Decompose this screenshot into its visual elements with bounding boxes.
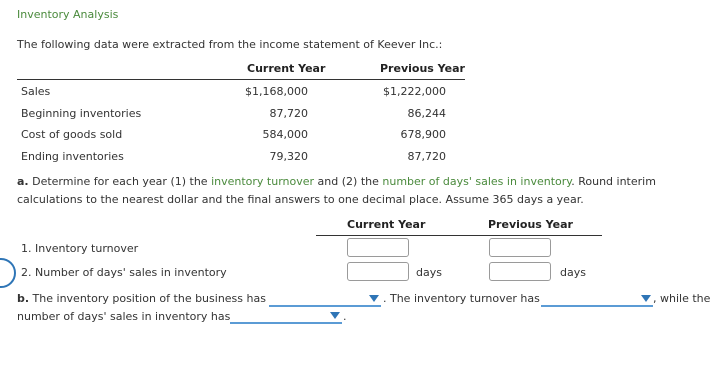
part-b-text: b. The inventory position of the business has xyxy=(17,292,266,305)
part-b-line2: number of days' sales in inventory has xyxy=(17,310,231,323)
part-b-text-3: , while the xyxy=(653,292,711,305)
days-unit-current: days xyxy=(416,266,442,279)
days-sales-dropdown[interactable] xyxy=(230,310,342,324)
turnover-previous-input[interactable] xyxy=(489,238,551,257)
part-b-prefix: b. xyxy=(17,292,30,305)
part-b-end: . xyxy=(343,310,347,323)
days-sales-link[interactable]: number of days' sales in inventory xyxy=(382,175,572,188)
row-previous: 678,900 xyxy=(400,128,446,141)
chevron-down-icon xyxy=(330,312,340,319)
row-label: Cost of goods sold xyxy=(21,128,123,141)
row-previous: 86,244 xyxy=(407,107,446,120)
question-status-indicator xyxy=(0,258,16,288)
chevron-down-icon xyxy=(641,295,651,302)
row-label: Ending inventories xyxy=(21,150,124,163)
inventory-turnover-label: 1. Inventory turnover xyxy=(21,242,139,255)
row-previous: $1,222,000 xyxy=(383,85,446,98)
row-label: Sales xyxy=(21,85,51,98)
days-previous-input[interactable] xyxy=(489,262,551,281)
part-a-instructions-line2: calculations to the nearest dollar and the final answers to one decimal place. Assume 365 days a year. xyxy=(17,193,584,206)
answer-header-rule xyxy=(316,235,602,236)
page-title: Inventory Analysis xyxy=(17,8,119,21)
table-header-previous: Previous Year xyxy=(380,62,465,75)
turnover-current-input[interactable] xyxy=(347,238,409,257)
inventory-position-dropdown[interactable] xyxy=(269,293,381,307)
days-current-input[interactable] xyxy=(347,262,409,281)
row-label: Beginning inventories xyxy=(21,107,142,120)
answer-header-current: Current Year xyxy=(347,218,426,231)
chevron-down-icon xyxy=(369,295,379,302)
table-header-current: Current Year xyxy=(247,62,326,75)
row-current: 584,000 xyxy=(262,128,308,141)
days-unit-previous: days xyxy=(560,266,586,279)
part-b-text-2: . The inventory turnover has xyxy=(383,292,540,305)
intro-text: The following data were extracted from the income statement of Keever Inc.: xyxy=(17,38,443,51)
answer-header-previous: Previous Year xyxy=(488,218,573,231)
row-current: 87,720 xyxy=(269,107,308,120)
inventory-turnover-link[interactable]: inventory turnover xyxy=(211,175,315,188)
table-header-rule xyxy=(17,79,465,80)
row-current: $1,168,000 xyxy=(245,85,308,98)
row-previous: 87,720 xyxy=(407,150,446,163)
part-a-prefix: a. xyxy=(17,175,29,188)
inventory-turnover-dropdown[interactable] xyxy=(541,293,653,307)
part-a-instructions: a. Determine for each year (1) the inventory turnover and (2) the number of days' sales in inventory. Round interim xyxy=(17,175,656,188)
row-current: 79,320 xyxy=(269,150,308,163)
days-sales-label: 2. Number of days' sales in inventory xyxy=(21,266,227,279)
